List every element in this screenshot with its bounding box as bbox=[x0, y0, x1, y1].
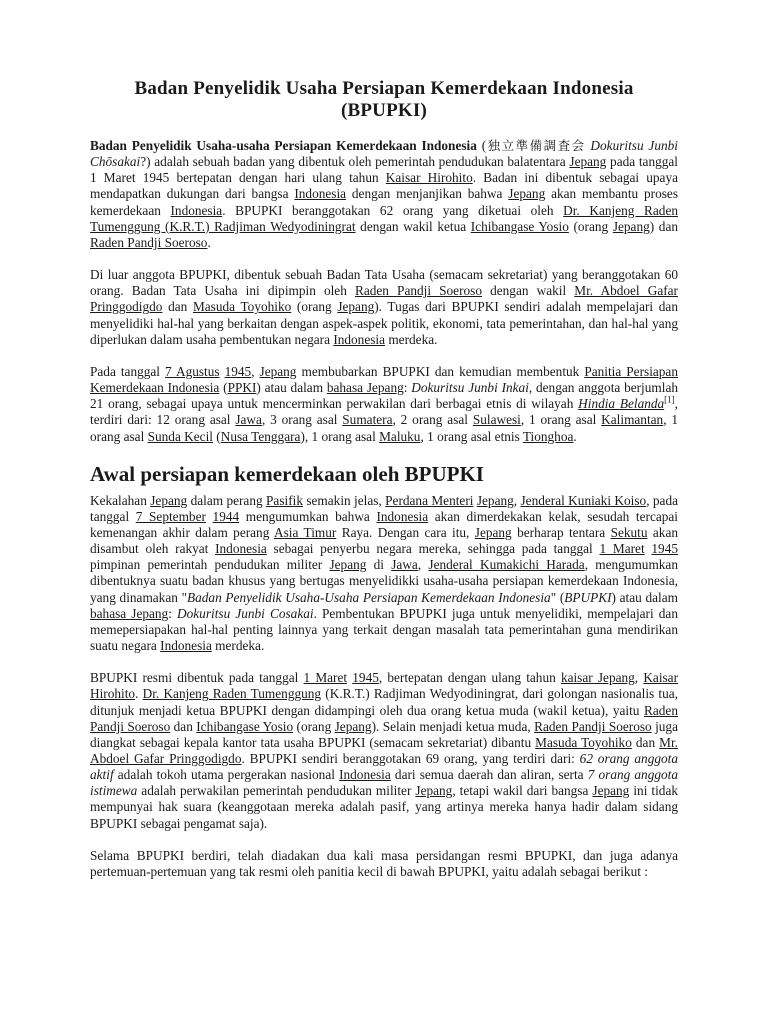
italic-term: Badan Penyelidik Usaha-Usaha Persiapan Kemerdekaan Indonesia bbox=[187, 589, 551, 605]
text-run: ), 1 orang asal bbox=[300, 428, 380, 444]
wiki-link[interactable]: 1944 bbox=[212, 508, 240, 524]
wiki-link[interactable]: Mr. Abdoel Gafar Pringgodigdo bbox=[90, 734, 678, 766]
wiki-link[interactable]: 1 Maret bbox=[599, 541, 645, 557]
wiki-link[interactable]: 7 September bbox=[135, 508, 206, 524]
wiki-link[interactable]: Jepang bbox=[415, 783, 453, 799]
text-run: ) dan bbox=[649, 218, 679, 234]
wiki-link[interactable]: Kaisar bbox=[643, 670, 679, 686]
wiki-link[interactable]: Maluku bbox=[379, 428, 421, 444]
text-run: dengan wakil bbox=[481, 283, 575, 299]
italic-term: BPUPKI bbox=[564, 589, 612, 605]
wiki-link[interactable]: Kalimantan bbox=[601, 412, 664, 428]
text-run: . bbox=[207, 234, 211, 250]
text-run: juga diangkat sebagai kepala kantor tata usaha BPUPKI (semacam sekretariat) dibantu bbox=[90, 718, 678, 750]
text-run: (orang bbox=[293, 718, 335, 734]
wiki-link[interactable]: Jepang bbox=[592, 783, 630, 799]
text-run: , bertepatan dengan ulang tahun bbox=[378, 670, 561, 686]
paragraph-background bbox=[90, 493, 678, 655]
text-run: , terdiri dari: 12 orang asal bbox=[90, 396, 678, 428]
text-run: ini tidak mempunyai hak suara (keanggotaan mereka adalah pasif, yang artinya mereka hanya hadir dalam sidang BPUPKI sebagai pengamat saja). bbox=[90, 783, 678, 831]
text-run: berharap tentara bbox=[511, 524, 611, 540]
wiki-link[interactable]: Asia Timur bbox=[274, 524, 337, 540]
wiki-link[interactable]: Jepang bbox=[150, 492, 188, 508]
wiki-link[interactable]: Pasifik bbox=[266, 492, 303, 508]
text-run: ?) adalah sebuah badan yang dibentuk oleh pemerintah pendudukan balatentara bbox=[140, 154, 570, 170]
text-run: , tetapi wakil dari bangsa bbox=[452, 783, 593, 799]
text-run: , bbox=[251, 363, 260, 379]
wiki-link[interactable]: Mr. Abdoel Gafar Pringgodigdo bbox=[90, 283, 678, 315]
wiki-link[interactable]: Sunda Kecil bbox=[147, 428, 213, 444]
text-run: , 2 orang asal bbox=[392, 412, 473, 428]
wiki-link[interactable]: bahasa Jepang bbox=[326, 380, 404, 396]
wiki-link[interactable]: Sulawesi bbox=[472, 412, 521, 428]
text-run: : bbox=[168, 605, 178, 621]
wiki-link[interactable]: 1945 bbox=[224, 363, 252, 379]
wiki-link[interactable]: 1945 bbox=[352, 670, 379, 686]
text-run: ). Tugas dari BPUPKI sendiri adalah mempelajari dan menyelidiki hal-hal yang berkaitan dengan aspek-aspek politik, ekonomi, tata pemerintahan, dan hal-hal yang diperlukan dalam usaha pembentukan negara bbox=[90, 299, 678, 347]
wiki-link[interactable]: Indonesia bbox=[294, 186, 347, 202]
section-heading: Awal persiapan kemerdekaan oleh BPUPKI bbox=[90, 461, 484, 486]
wiki-link[interactable]: Jepang bbox=[569, 154, 607, 170]
text-run: ) atau dalam bbox=[611, 589, 678, 605]
paragraph-formation bbox=[90, 670, 678, 832]
text-run: ( bbox=[212, 428, 221, 444]
wiki-link[interactable]: Sekutu bbox=[610, 524, 648, 540]
wiki-link[interactable]: Sumatera bbox=[342, 412, 393, 428]
text-run: . BPUPKI beranggotakan 62 orang yang diketuai oleh bbox=[222, 202, 564, 218]
text-run: (K.R.T.) Radjiman Wedyodiningrat, dari golongan nasionalis tua, ditunjuk menjadi ketua BPUPKI dengan didampingi oleh dua orang ketua muda (wakil ketua), yaitu bbox=[90, 686, 679, 718]
text-run: , 1 orang asal bbox=[520, 412, 602, 428]
italic-term: Dokuritsu Junbi Chōsakai bbox=[90, 138, 678, 170]
wiki-link[interactable]: Indonesia bbox=[376, 508, 429, 524]
wiki-link[interactable]: Raden Pandji Soeroso bbox=[90, 234, 208, 250]
text-run: , 3 orang asal bbox=[261, 412, 343, 428]
text-run: dengan menjanjikan bahwa bbox=[346, 186, 509, 202]
text-run: akan dimerdekakan kelak, sesudah tercapai kemenangan akhir dalam perang bbox=[90, 508, 678, 540]
italic-term: 62 orang anggota aktif bbox=[90, 751, 678, 783]
text-run: ). Selain menjadi ketua muda, bbox=[371, 718, 535, 734]
text-run: dalam perang bbox=[187, 492, 267, 508]
text-run bbox=[206, 509, 213, 524]
italic-term: Dokuritsu Junbi Inkai bbox=[411, 380, 529, 396]
wiki-link[interactable]: Indonesia bbox=[160, 638, 212, 654]
text-run: (orang bbox=[568, 218, 613, 234]
japanese-name: 独立準備調査会 bbox=[486, 138, 586, 153]
wiki-link[interactable]: Hirohito bbox=[90, 686, 136, 702]
wiki-link[interactable]: Kaisar Hirohito bbox=[385, 170, 473, 186]
text-run: dan bbox=[631, 734, 660, 750]
text-run: , bbox=[417, 557, 429, 573]
wiki-link[interactable]: Raden Pandji Soeroso bbox=[90, 702, 678, 734]
wiki-link[interactable]: Jepang bbox=[259, 363, 297, 379]
wiki-link[interactable]: Jepang bbox=[329, 557, 367, 573]
wiki-link[interactable]: Panitia Persiapan Kemerdekaan Indonesia bbox=[90, 363, 678, 396]
wiki-link[interactable]: Jepang bbox=[337, 299, 375, 315]
wiki-link[interactable]: Jepang bbox=[508, 186, 546, 202]
paragraph-intro bbox=[90, 138, 678, 251]
wiki-link[interactable]: kaisar Jepang bbox=[560, 670, 635, 686]
wiki-link[interactable]: Indonesia bbox=[339, 767, 391, 783]
text-run: . bbox=[573, 428, 577, 444]
wiki-link[interactable]: bahasa Jepang bbox=[90, 605, 169, 621]
text-run: adalah perwakilan pemerintah pendudukan militer bbox=[137, 783, 416, 799]
text-run: dari semua daerah dan aliran, serta bbox=[390, 767, 588, 783]
text-run: . Badan ini dibentuk sebagai upaya mendapatkan dukungan dari bangsa bbox=[90, 170, 678, 202]
text-run: akan membantu proses kemerdekaan bbox=[90, 186, 678, 218]
text-run: membubarkan BPUPKI dan kemudian membentuk bbox=[296, 363, 585, 379]
text-run: ( bbox=[476, 138, 487, 153]
wiki-link[interactable]: Jenderal Kuniaki Koiso bbox=[520, 492, 647, 508]
wiki-link[interactable]: Jepang bbox=[476, 492, 514, 508]
italic-term: Dokuritsu Junbi Cosakai bbox=[177, 605, 314, 621]
text-run: , mengumumkan dibentuknya suatu badan khusus yang bertugas menyelidikki usaha-usaha persiapan kemerdekaan Indonesia, yang dinamakan " bbox=[90, 557, 678, 605]
text-run: adalah tokoh utama pergerakan nasional bbox=[113, 767, 340, 783]
text-run: dan bbox=[170, 718, 197, 734]
text-run: , pada tanggal bbox=[90, 492, 679, 524]
text-run: dengan wakil ketua bbox=[355, 218, 471, 234]
text-run: Raya. Dengan cara itu, bbox=[336, 524, 475, 540]
wiki-link[interactable]: Masuda Toyohiko bbox=[535, 734, 632, 750]
wiki-link[interactable]: Indonesia bbox=[170, 202, 223, 218]
text-run: , 1 orang asal bbox=[90, 412, 679, 444]
text-run: merdeka. bbox=[385, 331, 438, 347]
text-run: " ( bbox=[550, 589, 565, 605]
text-run: Pada tanggal bbox=[90, 363, 166, 379]
wiki-link[interactable]: Perdana Menteri bbox=[385, 492, 474, 508]
wiki-link[interactable]: 7 Agustus bbox=[165, 363, 220, 379]
page-title: Badan Penyelidik Usaha Persiapan Kemerdekaan Indonesia (BPUPKI) bbox=[134, 78, 634, 121]
document-page bbox=[90, 78, 678, 896]
wiki-link[interactable]: Ichibangase Yosio bbox=[470, 218, 569, 234]
wiki-link[interactable]: Jepang bbox=[612, 218, 650, 234]
text-run: . bbox=[135, 686, 143, 702]
text-run: BPUPKI resmi dibentuk pada tanggal bbox=[90, 670, 304, 686]
wiki-link[interactable]: Tionghoa bbox=[522, 428, 574, 444]
text-run: merdeka. bbox=[211, 638, 265, 654]
text-run: Selama BPUPKI berdiri, telah diadakan dua kali masa persidangan resmi BPUPKI, dan juga adanya pertemuan-pertemuan yang tak resmi oleh panitia kecil di bawah BPUPKI, yaitu adalah sebagai berikut : bbox=[90, 847, 678, 879]
text-run: pada tanggal 1 Maret 1945 bertepatan dengan hari ulang tahun bbox=[90, 154, 678, 186]
text-run: (orang bbox=[291, 299, 338, 315]
italic-term: 7 orang anggota istimewa bbox=[90, 767, 678, 799]
wiki-link[interactable]: Raden Pandji Soeroso bbox=[354, 283, 482, 299]
text-run: ( bbox=[219, 380, 228, 396]
wiki-link[interactable]: Jawa bbox=[391, 557, 418, 573]
wiki-link[interactable]: Indonesia bbox=[215, 541, 267, 557]
text-run: Di luar anggota BPUPKI, dibentuk sebuah Badan Tata Usaha (semacam sekretariat) yang beranggotakan 60 orang. Badan Tata Usaha ini dipimpin oleh bbox=[90, 267, 678, 299]
text-run: akan disambut oleh rakyat bbox=[90, 524, 678, 557]
text-run: semakin jelas, bbox=[302, 492, 386, 508]
wiki-link[interactable]: Jenderal Kumakichi Harada bbox=[428, 557, 585, 573]
wiki-link[interactable]: 1 Maret bbox=[303, 670, 348, 686]
wiki-link[interactable]: Dr. Kanjeng Raden Tumenggung (K.R.T.) Radjiman Wedyodiningrat bbox=[90, 202, 679, 234]
paragraph-sessions bbox=[90, 848, 678, 880]
text-run: . BPUPKI sendiri beranggotakan 69 orang, yang terdiri dari: bbox=[241, 751, 580, 766]
text-run: , 1 orang asal etnis bbox=[420, 428, 523, 444]
text-run: : bbox=[403, 380, 412, 396]
wiki-link[interactable]: Jepang bbox=[474, 524, 512, 540]
paragraph-ppki bbox=[90, 364, 678, 445]
paragraph-secretariat bbox=[90, 267, 678, 348]
wiki-link[interactable]: 1945 bbox=[651, 541, 678, 557]
text-run: , bbox=[634, 670, 644, 686]
bold-term: Badan Penyelidik Usaha-usaha Persiapan Kemerdekaan Indonesia bbox=[90, 138, 477, 153]
text-run: , dengan anggota berjumlah 21 orang, sebagai upaya untuk mencerminkan perwakilan dari berbagai etnis di wilayah bbox=[90, 380, 678, 412]
wiki-link[interactable]: Jawa bbox=[235, 412, 262, 428]
wiki-link[interactable]: Masuda Toyohiko bbox=[192, 299, 292, 315]
wiki-link[interactable]: Dr. Kanjeng Raden Tumenggung bbox=[142, 686, 322, 702]
wiki-link[interactable]: Jepang bbox=[334, 718, 372, 734]
text-run: dan bbox=[162, 299, 193, 315]
text-run: Kekalahan bbox=[90, 492, 151, 508]
wiki-link[interactable]: Ichibangase Yosio bbox=[196, 718, 294, 734]
wiki-link[interactable]: Indonesia bbox=[333, 331, 386, 347]
wiki-link[interactable]: PPKI bbox=[227, 380, 257, 396]
footnote-ref[interactable]: [1] bbox=[664, 394, 675, 405]
text-run: , bbox=[513, 492, 521, 508]
text-run: ) atau dalam bbox=[256, 380, 327, 396]
text-run: di bbox=[366, 557, 392, 573]
wiki-link-italic[interactable]: Hindia Belanda bbox=[578, 396, 665, 412]
text-run: mengumumkan bahwa bbox=[239, 508, 377, 524]
text-run: sebagai penyerbu negara mereka, sehingga pada tanggal bbox=[266, 541, 600, 557]
wiki-link[interactable]: Raden Pandji Soeroso bbox=[534, 718, 652, 734]
text-run: pimpinan pemerintah pendudukan militer bbox=[90, 557, 330, 573]
text-run: . Pembentukan BPUPKI juga untuk menyelidiki, mempelajari dan memepersiapakan hal-hal penting lainnya yang terkait dengan masalah tata pemerintahan guna mendirikan suatu negara bbox=[90, 605, 678, 654]
wiki-link[interactable]: Nusa Tenggara bbox=[220, 428, 301, 444]
